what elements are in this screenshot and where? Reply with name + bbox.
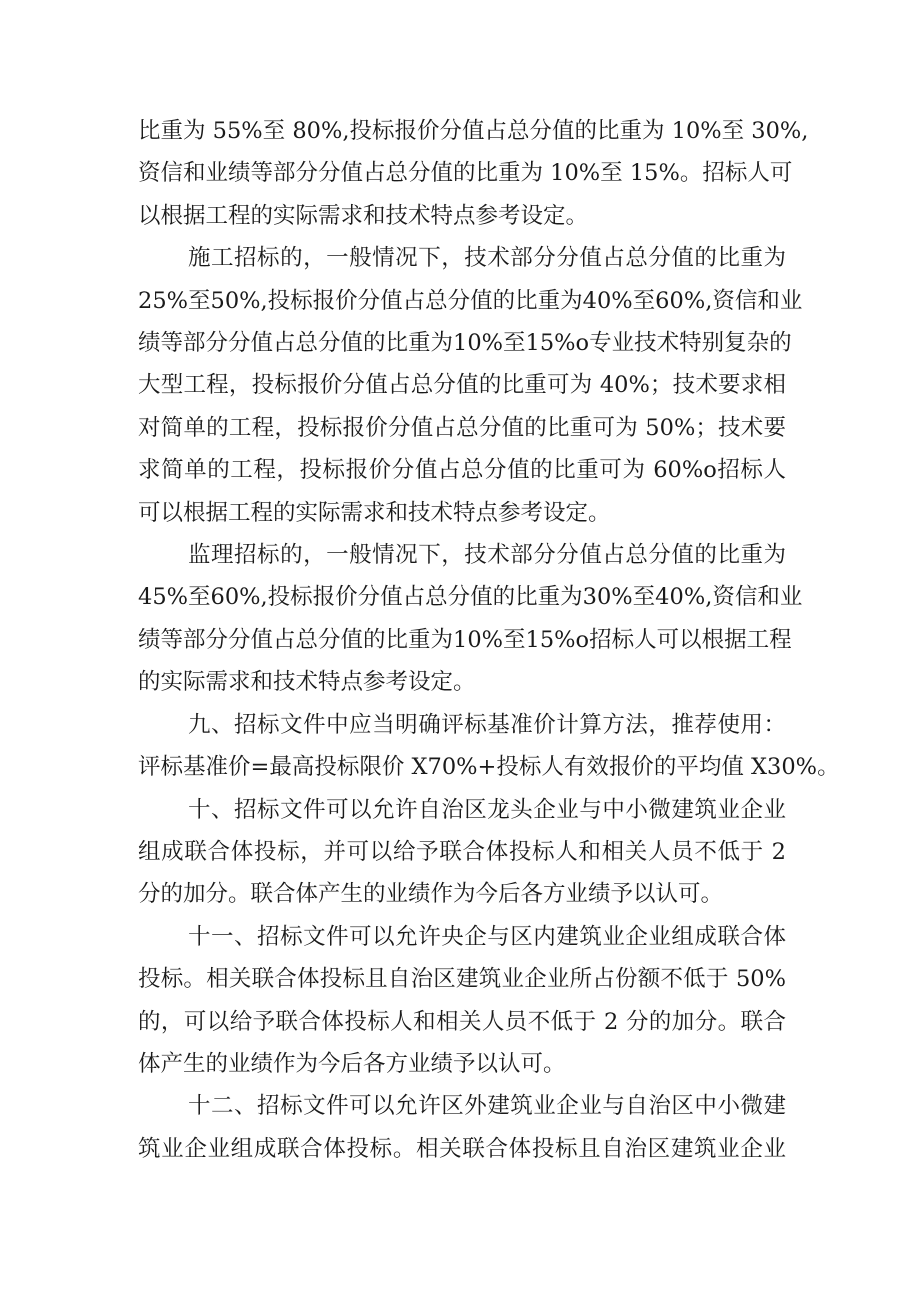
- text-line: 求简单的工程，投标报价分值占总分值的比重可为 60%o招标人: [138, 457, 786, 484]
- text-line: 可以根据工程的实际需求和技术特点参考设定。: [138, 499, 611, 526]
- text-line: 投标。相关联合体投标且自治区建筑业企业所占份额不低于 50%: [138, 966, 786, 993]
- text-line: 筑业企业组成联合体投标。相关联合体投标且自治区建筑业企业: [138, 1135, 786, 1162]
- text-line: 监理招标的，一般情况下，技术部分分值占总分值的比重为: [188, 542, 786, 569]
- text-line: 25%至50%,投标报价分值占总分值的比重为40%至60%,资信和业: [138, 287, 803, 314]
- text-line: 绩等部分分值占总分值的比重为10%至15%o招标人可以根据工程: [138, 626, 792, 653]
- paragraph-p4: [138, 704, 840, 789]
- text-line: 十、招标文件可以允许自治区龙头企业与中小微建筑业企业: [188, 796, 786, 823]
- text-line: 施工招标的，一般情况下，技术部分分值占总分值的比重为: [188, 245, 786, 272]
- text-line: 大型工程，投标报价分值占总分值的比重可为 40%；技术要求相: [138, 372, 786, 399]
- text-line: 九、招标文件中应当明确评标基准价计算方法，推荐使用：: [188, 711, 786, 738]
- text-line: 以根据工程的实际需求和技术特点参考设定。: [138, 202, 589, 229]
- text-line: 十二、招标文件可以允许区外建筑业企业与自治区中小微建: [188, 1093, 786, 1120]
- text-line: 十一、招标文件可以允许央企与区内建筑业企业组成联合体: [188, 923, 786, 950]
- paragraph-p2: [138, 237, 803, 534]
- paragraph-p3: [138, 534, 803, 704]
- text-line: 评标基准价=最高投标限价 X70%+投标人有效报价的平均值 X30%。: [138, 754, 840, 781]
- paragraph-p7: [138, 1085, 786, 1170]
- text-line: 的实际需求和技术特点参考设定。: [138, 669, 476, 696]
- text-line: 对简单的工程，投标报价分值占总分值的比重可为 50%；技术要: [138, 414, 786, 441]
- text-line: 体产生的业绩作为今后各方业绩予以认可。: [138, 1050, 566, 1077]
- document-page: [138, 110, 840, 1170]
- text-line: 45%至60%,投标报价分值占总分值的比重为30%至40%,资信和业: [138, 584, 803, 611]
- text-line: 比重为 55%至 80%,投标报价分值占总分值的比重为 10%至 30%,: [138, 118, 809, 144]
- text-line: 绩等部分分值占总分值的比重为10%至15%o专业技术特别复杂的: [138, 330, 792, 357]
- text-line: 的，可以给予联合体投标人和相关人员不低于 2 分的加分。联合: [138, 1008, 786, 1035]
- text-line: 分的加分。联合体产生的业绩作为今后各方业绩予以认可。: [138, 881, 724, 908]
- paragraph-p1: [138, 110, 809, 237]
- text-line: 资信和业绩等部分分值占总分值的比重为 10%至 15%。招标人可: [138, 160, 793, 187]
- paragraph-p6: [138, 916, 786, 1086]
- text-line: 组成联合体投标，并可以给予联合体投标人和相关人员不低于 2: [138, 838, 786, 865]
- paragraph-p5: [138, 789, 786, 916]
